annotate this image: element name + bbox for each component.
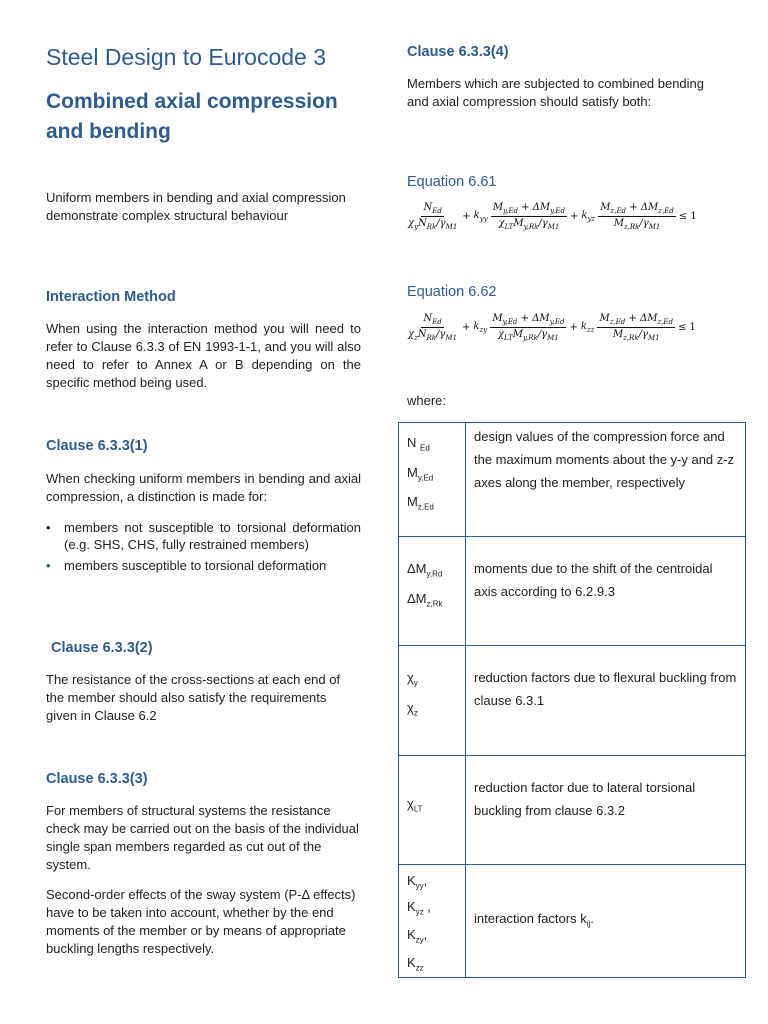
table-row [399,646,746,756]
symbol-cell: $\chi_{LT}$ [399,756,466,865]
clause-6-3-3-1-text: When checking uniform members in bending and axial compression, a distinction is made for: [46,471,361,504]
clause-6-3-3-4-heading: Clause 6.3.3(4) [407,44,509,60]
description-cell: reduction factors due to flexural buckling from clause 6.3.1 [466,646,746,756]
list-item: • members not susceptible to torsional deformation (e.g. SHS, CHS, fully restrained members) [46,519,361,553]
description-cell: interaction factors $k_{ij}$. [466,865,746,978]
description-cell: design values of the compression force and the maximum moments about the y-y and z-z axes along the member, respectively [466,423,746,537]
symbol-definitions-table [398,422,746,978]
symbol-cell: $\chi_y$ $\chi_z$ [399,646,466,756]
equation-6-62: $\frac{N_{Ed}}{\chi_zN_{Rk}/\gamma_{M1}}$ + $k_{zy}$ $\frac{M_{y,Ed} + \Delta M_{y,Ed}}{\chi_{LT}M_{y,Rk}/\gamma_{M1}}$ + $k_{zz}$ $\frac{M_{z,Ed} + \Delta M_{z,Ed}}{M_{z,Rk}/\gamma_{M1}}$ ≤ 1 [408,313,696,342]
clause-6-3-3-3-text-2: Second-order effects of the sway system (P-Δ effects) have to be taken into account, whether by the end moments of the member or by means of appropriate buckling lengths respectively. [46,887,356,956]
table-row [399,537,746,646]
equation-6-62-label: Equation 6.62 [407,284,497,300]
interaction-method-heading: Interaction Method [46,289,176,305]
table-row [399,865,746,978]
clause-6-3-3-2-heading: Clause 6.3.3(2) [51,640,153,656]
symbol-cell: N $_{Ed}$ $M_{y,Ed}$ $M_{z,Ed}$ [399,423,466,537]
clause-6-3-3-3-text-1: For members of structural systems the resistance check may be carried out on the basis of the individual single span members regarded as cut out of the system. [46,803,359,872]
interaction-method-text: When using the interaction method you will need to refer to Clause 6.3.3 of EN 1993-1-1, and you will also need to refer to Annex A or B depending on the specific method being used. [46,321,361,390]
table-row [399,756,746,865]
equation-6-61-label: Equation 6.61 [407,174,497,190]
intro-text: Uniform members in bending and axial compression demonstrate complex structural behaviour [46,190,346,223]
clause-6-3-3-4-text: Members which are subjected to combined bending and axial compression should satisfy both: [407,76,705,109]
document-title: Steel Design to Eurocode 3 [46,44,327,70]
clause-6-3-3-2-text: The resistance of the cross-sections at each end of the member should also satisfy the requirements given in Clause 6.2 [46,672,341,723]
table-row [399,423,746,537]
equation-6-61: $\frac{N_{Ed}}{\chi_yN_{Rk}/\gamma_{M1}}$ + $k_{yy}$ $\frac{M_{y,Ed} + \Delta M_{y,Ed}}{\chi_{LT}M_{y,Rk}/\gamma_{M1}}$ + $k_{yz}$ $\frac{M_{z,Ed} + \Delta M_{z,Ed}}{M_{z,Rk}/\gamma_{M1}}$ ≤ 1 [408,202,697,231]
description-cell: reduction factor due to lateral torsional buckling from clause 6.3.2 [466,756,746,865]
description-cell: moments due to the shift of the centroidal axis according to 6.2.9.3 [466,537,746,646]
list-item: • members susceptible to torsional deformation [46,557,361,574]
clause-6-3-3-1-heading: Clause 6.3.3(1) [46,438,148,454]
page-subtitle: Combined axial compression and bending [46,90,338,143]
where-label: where: [407,393,447,408]
symbol-cell: $K_{yy}$, $K_{yz}$ , $K_{zy}$, $K_{zz}$ [399,865,466,978]
clause-6-3-3-3-heading: Clause 6.3.3(3) [46,771,148,787]
symbol-cell: $\Delta M_{y,Rd}$ $\Delta M_{z,Rk}$ [399,537,466,646]
susceptibility-list [46,519,361,578]
